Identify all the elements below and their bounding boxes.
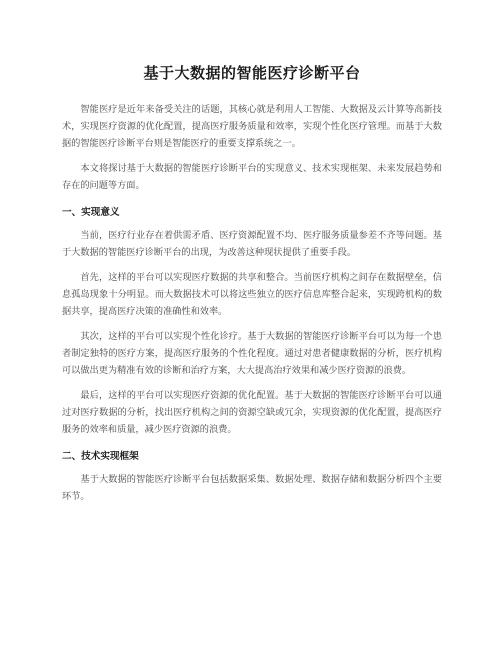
section-1-paragraph-2: 首先，这样的平台可以实现医疗数据的共享和整合。当前医疗机构之间存在数据壁垒，信息孤岛现象十分明显。而大数据技术可以将这些独立的医疗信息库整合起来，实现跨机构的数据共享，提高医疗决策的准确性和效率。 [62,272,442,317]
intro-paragraph-2: 本文将探讨基于大数据的智能医疗诊断平台的实现意义、技术实现框架、未来发展趋势和存在的问题等方面。 [62,163,442,191]
page-title: 基于大数据的智能医疗诊断平台 [143,64,361,82]
section-heading-significance: 一、实现意义 [62,207,120,218]
section-1-paragraph-3: 其次，这样的平台可以实现个性化诊疗。基于大数据的智能医疗诊断平台可以为每一个患者制定独特的医疗方案，提高医疗服务的个性化程度。通过对患者健康数据的分析，医疗机构可以做出更为精准有效的诊断和治疗方案，大大提高治疗效果和减少医疗资源的浪费。 [62,331,442,376]
section-heading-framework: 二、技术实现框架 [62,451,139,462]
intro-paragraph-1: 智能医疗是近年来备受关注的话题，其核心就是利用人工智能、大数据及云计算等高新技术，实现医疗资源的优化配置，提高医疗服务质量和效率，实现个性化医疗管理。而基于大数据的智能医疗诊断平台则是智能医疗的重要支撑系统之一。 [62,104,442,149]
section-1-paragraph-1: 当前，医疗行业存在着供需矛盾、医疗资源配置不均、医疗服务质量参差不齐等问题。基于大数据的智能医疗诊断平台的出现，为改善这种现状提供了重要手段。 [62,230,442,258]
section-1-paragraph-4: 最后，这样的平台可以实现医疗资源的优化配置。基于大数据的智能医疗诊断平台可以通过对医疗数据的分析，找出医疗机构之间的资源空缺或冗余，实现资源的优化配置，提高医疗服务的效率和质量，减少医疗资源的浪费。 [62,390,442,435]
section-2-paragraph-1: 基于大数据的智能医疗诊断平台包括数据采集、数据处理、数据存储和数据分析四个主要环节。 [62,474,442,502]
